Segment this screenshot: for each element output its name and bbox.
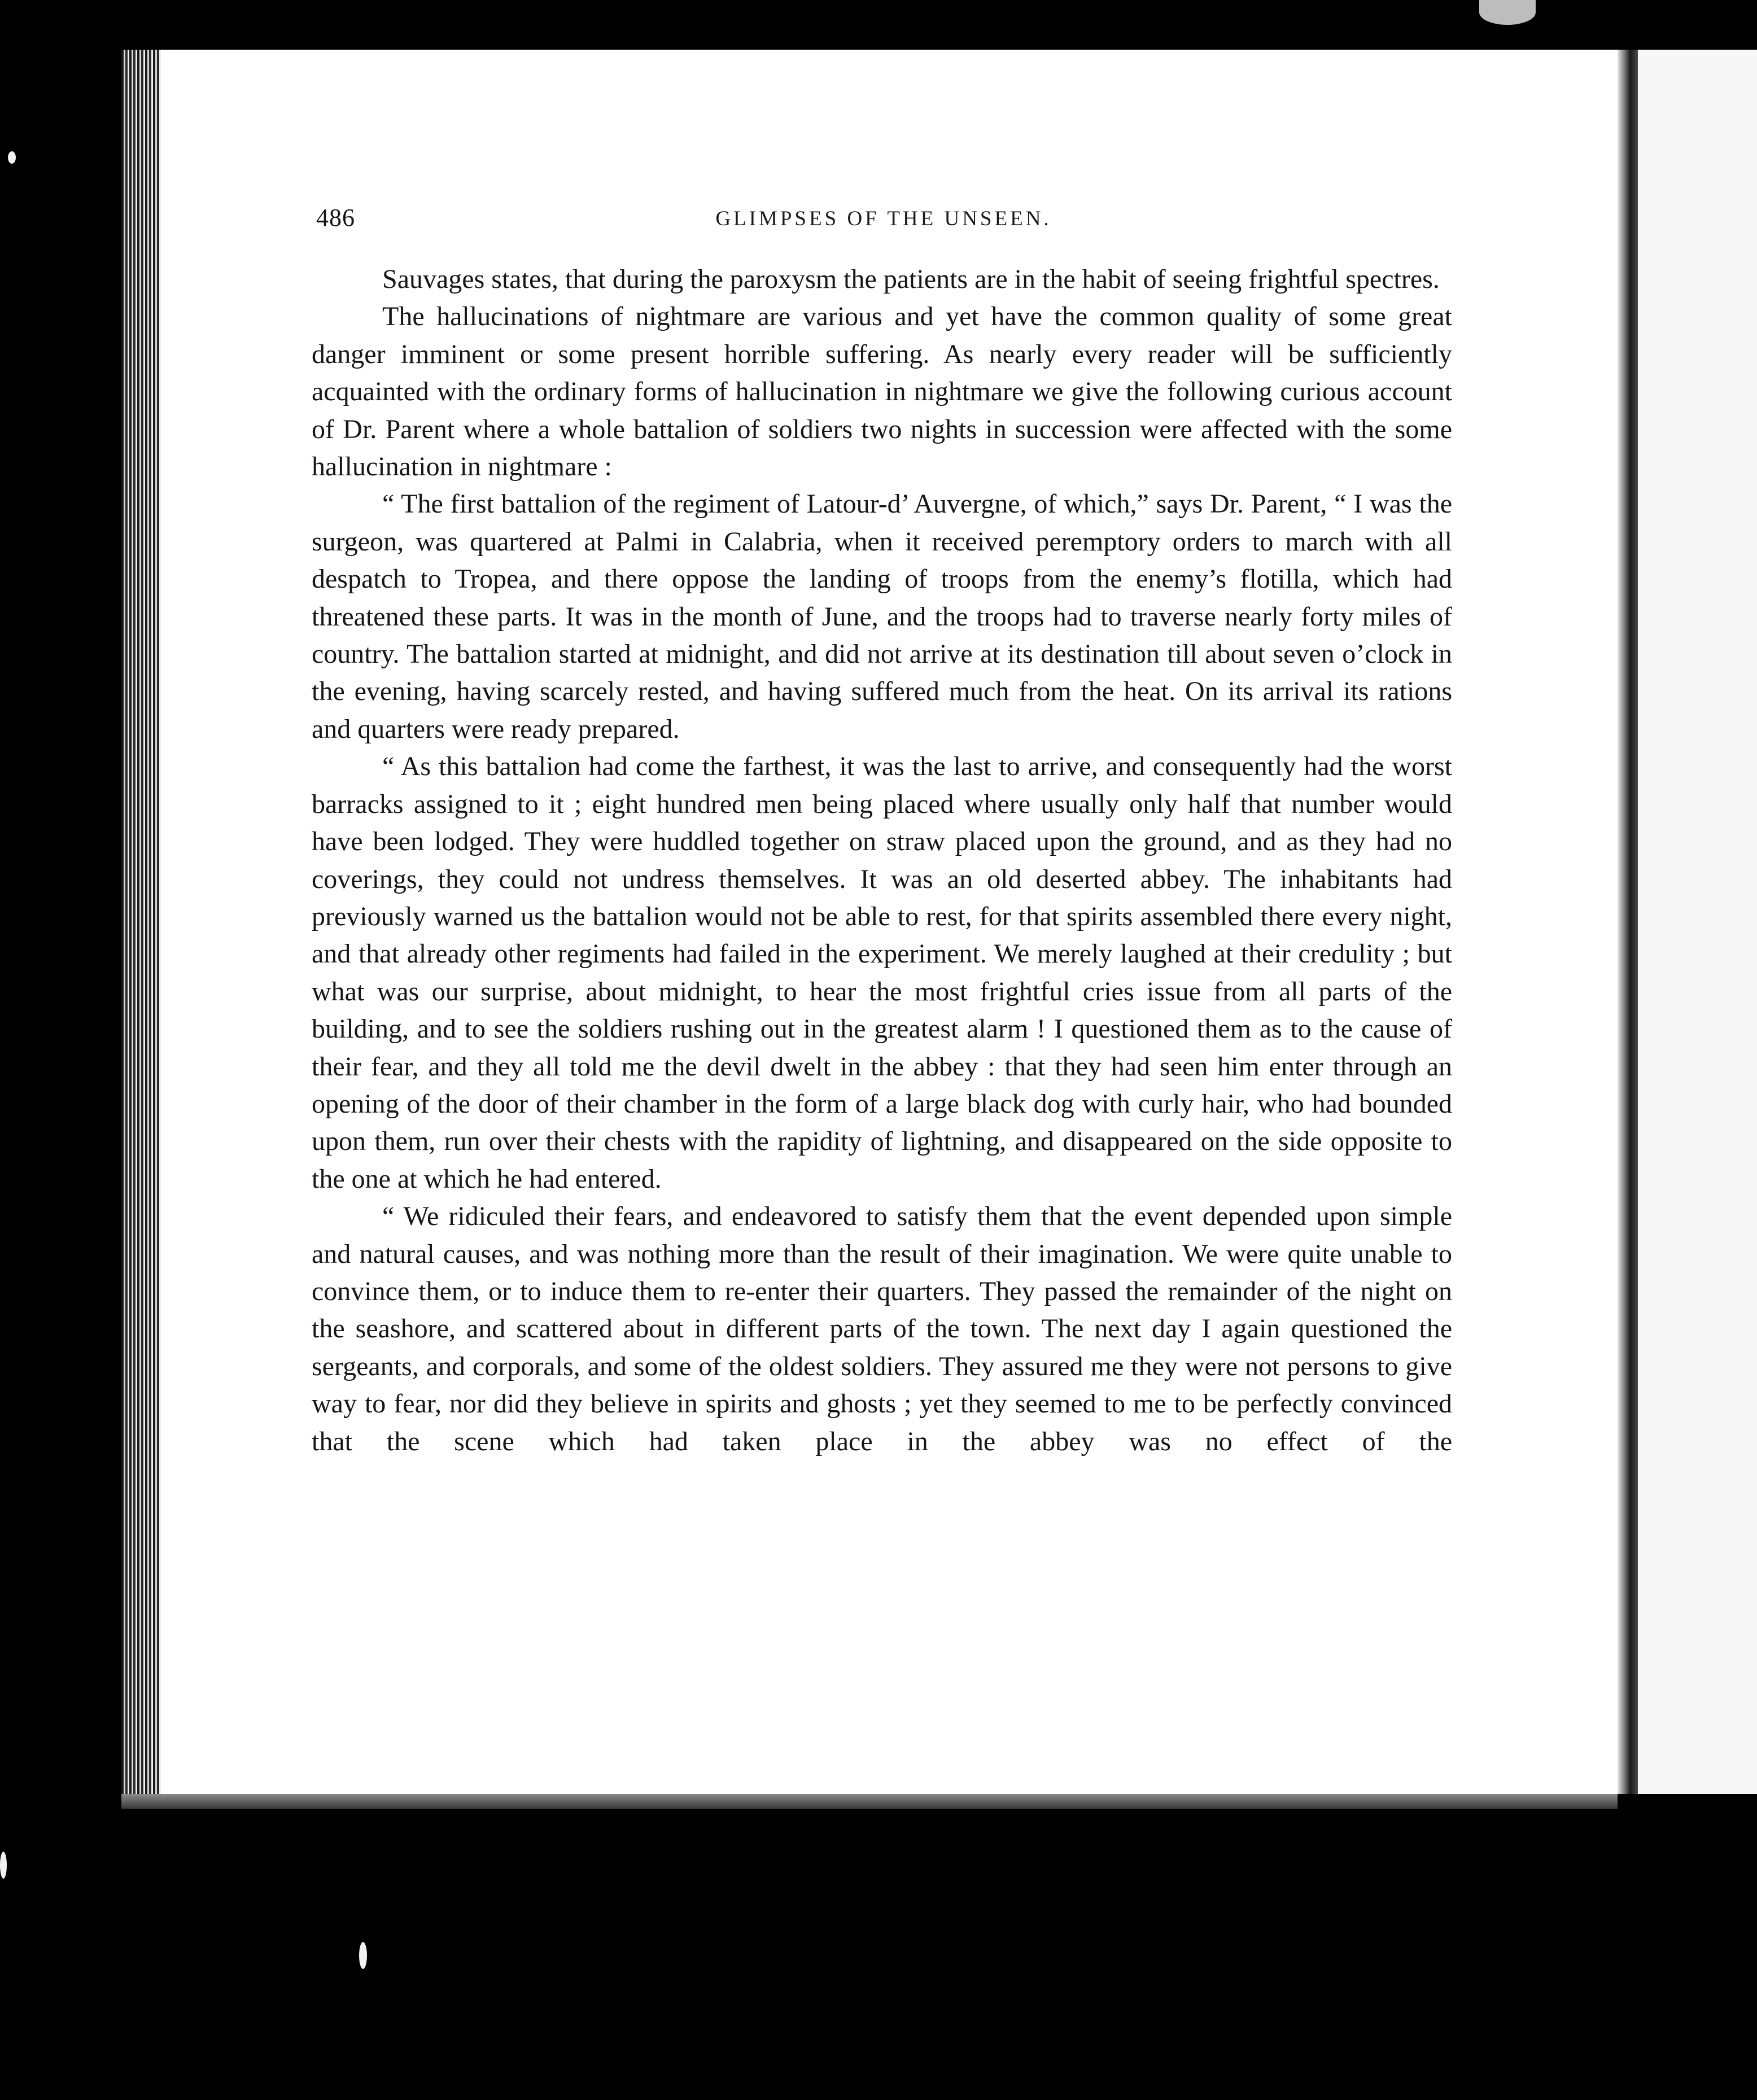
facing-page-edge bbox=[1638, 50, 1757, 1794]
paragraph: Sauvages states, that during the paroxysm the patients are in the habit of seeing frightful spectres. bbox=[382, 264, 1440, 294]
paragraph: “ The first battalion of the regiment of Latour-d’ Auvergne, of which,” says Dr. Parent, “ I was the surgeon, was quartered at Palmi in Calabria, when it received peremptory orders to march with all despatch to Tropea, and there oppose the landing of troops from the enemy’s flotilla, which had threatened these parts. It was in the month of June, and the troops had to traverse nearly forty miles of country. The battalion started at midnight, and did not arrive at its destination till about seven o’clock in the evening, having scarcely rested, and having suffered much from the heat. On its arrival its rations and quarters were ready prepared. bbox=[312, 489, 1452, 744]
page-number: 486 bbox=[316, 204, 355, 231]
book-page-edges bbox=[121, 50, 161, 1794]
scan-speck bbox=[0, 1852, 7, 1879]
book-gutter bbox=[1618, 50, 1638, 1794]
scan-speck bbox=[359, 1942, 367, 1969]
running-title: GLIMPSES OF THE UNSEEN. bbox=[715, 207, 1052, 230]
page-bottom-shadow bbox=[121, 1794, 1618, 1809]
paragraph: “ We ridiculed their fears, and endeavored to satisfy them that the event depended upon simple and natural causes, and was nothing more than the result of their imagination. We were quite unable to convince them, or to induce them to re-enter their quarters. They passed the remainder of the night on the seashore, and scattered about in different parts of the town. The next day I again questioned the sergeants, and corporals, and some of the oldest soldiers. They assured me they were not persons to give way to fear, nor did they believe in spirits and ghosts ; yet they seemed to me to be perfectly convinced that the scene which had taken place in the abbey was no effect of the bbox=[312, 1201, 1452, 1456]
paragraph: The hallucinations of nightmare are various and yet have the common quality of some great danger imminent or some present horrible suffering. As nearly every reader will be sufficiently acquainted with the ordinary forms of hallucination in nightmare we give the following curious account of Dr. Parent where a whole battalion of soldiers two nights in succession were affected with the some hallucination in nightmare : bbox=[312, 301, 1452, 482]
paragraph: “ As this battalion had come the farthest, it was the last to arrive, and consequently had the worst barracks assigned to it ; eight hundred men being placed where usually only half that number would have been lodged. They were huddled together on straw placed upon the ground, and as they had no coverings, they could not undress themselves. It was an old deserted abbey. The inhabitants had previously warned us the battalion would not be able to rest, for that spirits assembled there every night, and that already other regiments had failed in the experiment. We merely laughed at their credulity ; but what was our surprise, about midnight, to hear the most frightful cries issue from all parts of the building, and to see the soldiers rushing out in the greatest alarm ! I questioned them as to the cause of their fear, and they all told me the devil dwelt in the abbey : that they had seen him enter through an opening of the door of their chamber in the form of a large black dog with curly hair, who had bounded upon them, run over their chests with the rapidity of lightning, and disappeared on the side opposite to the one at which he had entered. bbox=[312, 751, 1452, 1194]
running-head bbox=[316, 203, 1451, 237]
body-text bbox=[312, 261, 1452, 1460]
scan-speck bbox=[8, 151, 16, 164]
scan-speck bbox=[1479, 0, 1536, 25]
